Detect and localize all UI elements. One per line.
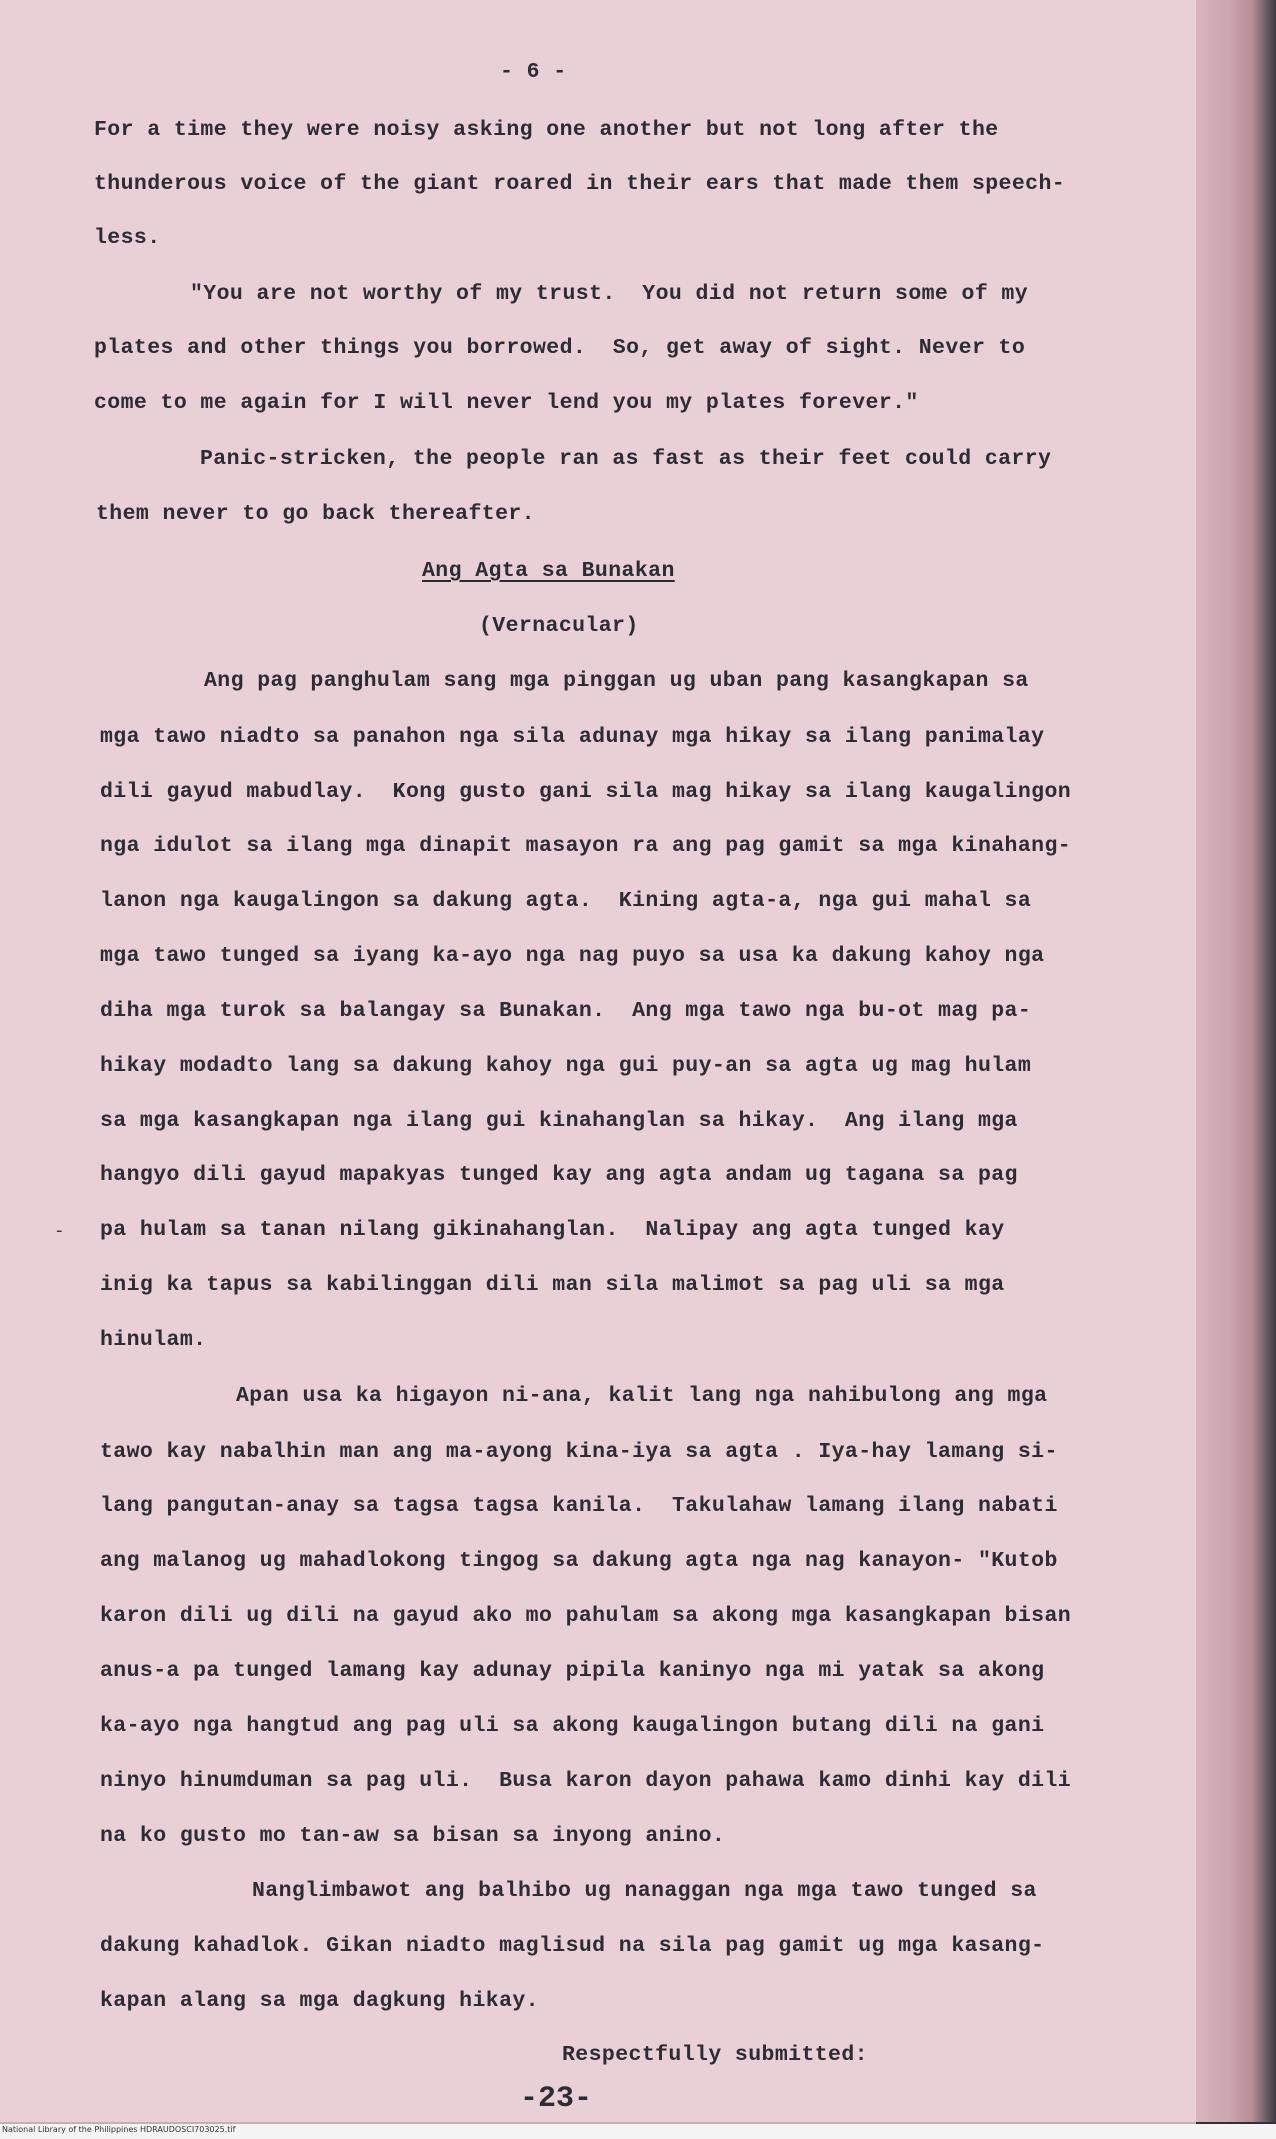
- text-line: less.: [94, 226, 161, 250]
- text-line: karon dili ug dili na gayud ako mo pahulam sa akong mga kasangkapan bisan: [100, 1604, 1072, 1628]
- text-line: sa mga kasangkapan nga ilang gui kinahanglan sa hikay. Ang ilang mga: [100, 1109, 1018, 1133]
- text-line: plates and other things you borrowed. So, get away of sight. Never to: [94, 336, 1026, 360]
- text-line: ninyo hinumduman sa pag uli. Busa karon dayon pahawa kamo dinhi kay dili: [100, 1769, 1072, 1793]
- text-line: nga idulot sa ilang mga dinapit masayon ra ang pag gamit sa mga kinahang-: [100, 834, 1072, 858]
- text-line: kapan alang sa mga dagkung hikay.: [100, 1989, 539, 2013]
- page-edge: [1196, 0, 1276, 2122]
- text-line: ka-ayo nga hangtud ang pag uli sa akong kaugalingon butang dili na gani: [100, 1714, 1045, 1738]
- text-line: diha mga turok sa balangay sa Bunakan. Ang mga tawo nga bu-ot mag pa-: [100, 999, 1032, 1023]
- text-line: pa hulam sa tanan nilang gikinahanglan. Nalipay ang agta tunged kay: [100, 1218, 1005, 1242]
- text-line: hinulam.: [100, 1328, 207, 1352]
- text-line: anus-a pa tunged lamang kay adunay pipila kaninyo nga mi yatak sa akong: [100, 1659, 1045, 1683]
- text-line: hangyo dili gayud mapakyas tunged kay ang agta andam ug tagana sa pag: [100, 1163, 1018, 1187]
- text-line: lanon nga kaugalingon sa dakung agta. Kining agta-a, nga gui mahal sa: [100, 889, 1032, 913]
- text-line: tawo kay nabalhin man ang ma-ayong kina-iya sa agta . Iya-hay lamang si-: [100, 1440, 1058, 1464]
- text-line: mga tawo tunged sa iyang ka-ayo nga nag puyo sa usa ka dakung kahoy nga: [100, 944, 1045, 968]
- text-line: mga tawo niadto sa panahon nga sila adunay mga hikay sa ilang panimalay: [100, 725, 1045, 749]
- text-line: Ang pag panghulam sang mga pinggan ug uban pang kasangkapan sa: [204, 669, 1029, 693]
- footer-caption: National Library of the Philippines HDRAUDOSCI703025.tif: [2, 2125, 236, 2134]
- text-line: come to me again for I will never lend you my plates forever.": [94, 391, 919, 415]
- text-line: thunderous voice of the giant roared in their ears that made them speech-: [94, 172, 1066, 196]
- vernacular-subtitle: (Vernacular): [479, 614, 639, 638]
- scan-footer: [0, 2124, 1276, 2139]
- text-line: Apan usa ka higayon ni-ana, kalit lang nga nahibulong ang mga: [236, 1384, 1048, 1408]
- text-line: Panic-stricken, the people ran as fast as their feet could carry: [200, 447, 1052, 471]
- vernacular-title: Ang Agta sa Bunakan: [422, 559, 675, 583]
- bottom-page-number: -23-: [520, 2082, 593, 2116]
- text-line: ang malanog ug mahadlokong tingog sa dakung agta nga nag kanayon- "Kutob: [100, 1549, 1058, 1573]
- text-line: dakung kahadlok. Gikan niadto maglisud na sila pag gamit ug mga kasang-: [100, 1934, 1045, 1958]
- text-line: hikay modadto lang sa dakung kahoy nga gui puy-an sa agta ug mag hulam: [100, 1054, 1032, 1078]
- text-line: na ko gusto mo tan-aw sa bisan sa inyong anino.: [100, 1824, 726, 1848]
- text-line: For a time they were noisy asking one another but not long after the: [94, 118, 999, 142]
- margin-dash-icon: -: [56, 1220, 63, 1241]
- page-number: - 6 -: [500, 60, 567, 84]
- text-line: "You are not worthy of my trust. You did not return some of my: [190, 282, 1029, 306]
- text-line: Nanglimbawot ang balhibo ug nanaggan nga mga tawo tunged sa: [252, 1879, 1037, 1903]
- text-line: them never to go back thereafter.: [96, 502, 535, 526]
- text-line: dili gayud mabudlay. Kong gusto gani sila mag hikay sa ilang kaugalingon: [100, 780, 1072, 804]
- text-line: lang pangutan-anay sa tagsa tagsa kanila. Takulahaw lamang ilang nabati: [100, 1494, 1058, 1518]
- text-line: inig ka tapus sa kabilinggan dili man sila malimot sa pag uli sa mga: [100, 1273, 1005, 1297]
- closing-text: Respectfully submitted:: [562, 2043, 868, 2067]
